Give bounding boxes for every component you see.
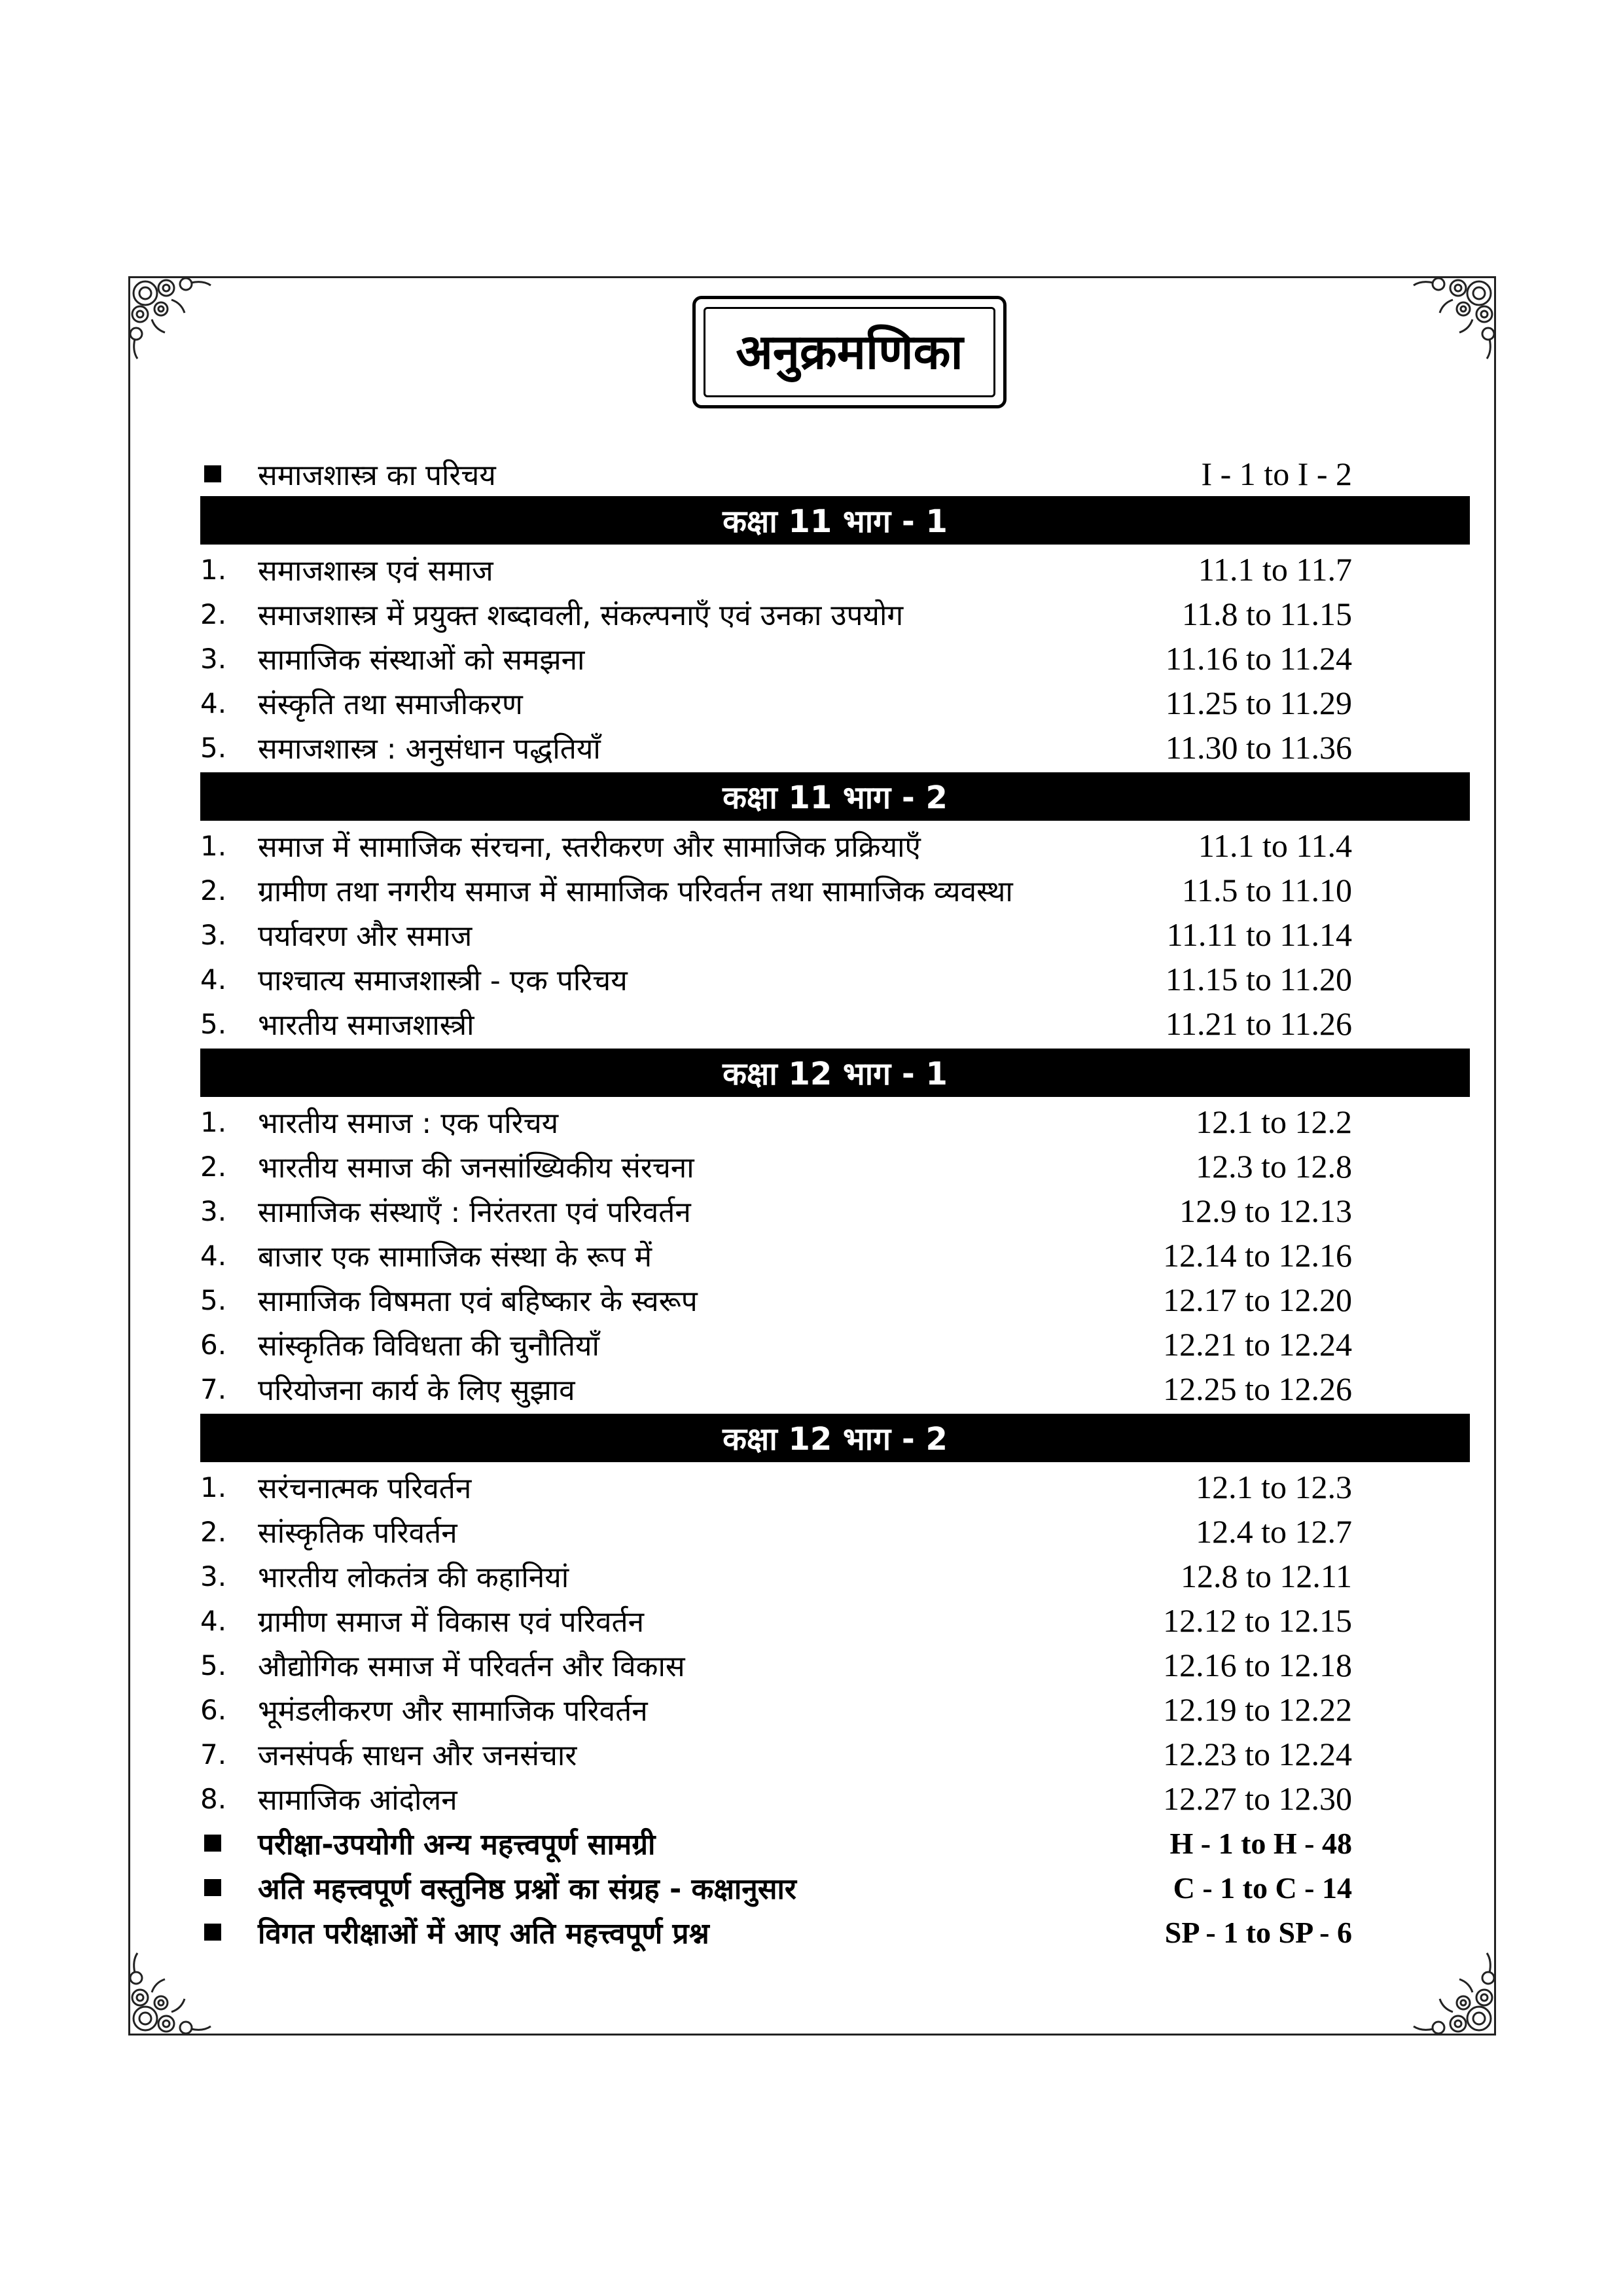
toc-item-pages: 11.8 to 11.15 [1181, 596, 1352, 632]
toc-item-pages: 12.1 to 12.3 [1196, 1469, 1352, 1505]
toc-row[interactable] [200, 681, 1470, 725]
toc-row[interactable] [200, 547, 1470, 592]
toc-item-label: बाजार एक सामाजिक संस्था के रूप में [258, 1240, 652, 1274]
section-heading: कक्षा 11 भाग - 1 [200, 496, 1470, 545]
toc-item-pages: 11.15 to 11.20 [1165, 961, 1352, 997]
toc-item-number: 2. [200, 874, 227, 906]
toc-item-number: 4. [200, 1604, 227, 1637]
toc-item-pages: 11.21 to 11.26 [1165, 1005, 1352, 1042]
toc-item-number: 1. [200, 829, 227, 862]
toc-item-label: समाजशास्त्र : अनुसंधान पद्धतियाँ [258, 732, 601, 766]
toc-row[interactable] [200, 1598, 1470, 1643]
toc-item-label: सरंचनात्मक परिवर्तन [258, 1472, 472, 1505]
square-bullet-icon [200, 1924, 258, 1941]
toc-item-label: सामाजिक विषमता एवं बहिष्कार के स्वरूप [258, 1285, 698, 1318]
toc-item-pages: 12.21 to 12.24 [1163, 1326, 1352, 1363]
toc-item-number: 5. [200, 1649, 227, 1681]
toc-item-number: 6. [200, 1328, 227, 1361]
corner-ornament-icon [1400, 1940, 1499, 2038]
toc-item-pages: 12.16 to 12.18 [1163, 1647, 1352, 1683]
title-inner-frame [704, 307, 995, 397]
toc-item-number: 2. [200, 598, 227, 630]
toc-row[interactable] [200, 1554, 1470, 1598]
toc-item-number: 2. [200, 1150, 227, 1183]
toc-item-pages: 12.3 to 12.8 [1196, 1148, 1352, 1185]
toc-row[interactable] [200, 1776, 1470, 1821]
toc-item-pages: 11.30 to 11.36 [1165, 729, 1352, 766]
toc-item-pages: 11.5 to 11.10 [1181, 872, 1352, 908]
section-heading: कक्षा 12 भाग - 1 [200, 1049, 1470, 1097]
corner-ornament-icon [126, 274, 224, 372]
toc-item-pages: 11.11 to 11.14 [1166, 916, 1352, 953]
toc-item-pages: 11.1 to 11.7 [1198, 551, 1352, 588]
toc-row[interactable] [200, 1509, 1470, 1554]
toc-item-label: परीक्षा-उपयोगी अन्य महत्त्वपूर्ण सामग्री [258, 1828, 656, 1861]
toc-extra-row[interactable] [200, 1910, 1470, 1954]
toc-item-label: सामाजिक संस्थाएँ : निरंतरता एवं परिवर्तन [258, 1196, 691, 1229]
toc-item-label: समाजशास्त्र एवं समाज [258, 554, 493, 588]
toc-item-pages: 12.9 to 12.13 [1179, 1193, 1352, 1229]
toc-row[interactable] [200, 1189, 1470, 1233]
toc-row[interactable] [200, 1322, 1470, 1367]
toc-item-number: 8. [200, 1782, 227, 1815]
toc-item-label: भारतीय समाज की जनसांख्यिकीय संरचना [258, 1151, 694, 1185]
toc-item-number: 3. [200, 918, 227, 951]
toc-item-label: सांस्कृतिक विविधता की चुनौतियाँ [258, 1329, 599, 1363]
toc-row[interactable] [200, 1233, 1470, 1278]
title-frame [692, 296, 1007, 408]
toc-item-pages: H - 1 to H - 48 [1169, 1826, 1352, 1860]
toc-item-number: 6. [200, 1693, 227, 1726]
toc-item-pages: 12.4 to 12.7 [1196, 1513, 1352, 1550]
toc-row[interactable] [200, 1100, 1470, 1144]
toc-item-pages: 12.19 to 12.22 [1163, 1691, 1352, 1728]
toc-item-number: 5. [200, 1283, 227, 1316]
toc-item-pages: 12.17 to 12.20 [1163, 1282, 1352, 1318]
toc-item-pages: 11.25 to 11.29 [1165, 685, 1352, 721]
toc-row[interactable] [200, 957, 1470, 1001]
corner-ornament-icon [1400, 274, 1499, 372]
toc-item-pages: 12.1 to 12.2 [1196, 1103, 1352, 1140]
toc-extra-row[interactable] [200, 1865, 1470, 1910]
toc-item-label: भूमंडलीकरण और सामाजिक परिवर्तन [258, 1695, 648, 1728]
toc-item-number: 7. [200, 1738, 227, 1770]
toc-row[interactable] [200, 1278, 1470, 1322]
toc-item-label: सामाजिक आंदोलन [258, 1784, 457, 1817]
toc-item-label: सांस्कृतिक परिवर्तन [258, 1516, 457, 1550]
toc-item-pages: 12.12 to 12.15 [1163, 1602, 1352, 1639]
toc-row[interactable] [200, 823, 1470, 868]
toc-item-pages: I - 1 to I - 2 [1201, 456, 1352, 492]
toc-item-label: परियोजना कार्य के लिए सुझाव [258, 1374, 575, 1407]
page-title: अनुक्रमणिका [736, 324, 963, 380]
toc-item-label: पर्यावरण और समाज [258, 920, 473, 953]
square-bullet-icon [200, 1835, 258, 1852]
toc-item-number: 4. [200, 963, 227, 996]
toc-item-label: जनसंपर्क साधन और जनसंचार [258, 1739, 577, 1772]
toc-item-label: संस्कृति तथा समाजीकरण [258, 688, 523, 721]
toc-item-number: 1. [200, 1471, 227, 1503]
square-bullet-icon [200, 465, 258, 482]
toc-row[interactable] [200, 1687, 1470, 1732]
toc-item-pages: 11.16 to 11.24 [1165, 640, 1352, 677]
toc-item-number: 7. [200, 1372, 227, 1405]
toc-item-number: 3. [200, 642, 227, 675]
toc-item-pages: 12.25 to 12.26 [1163, 1371, 1352, 1407]
toc-row[interactable] [200, 868, 1470, 912]
toc-item-label: सामाजिक संस्थाओं को समझना [258, 643, 585, 677]
section-heading: कक्षा 12 भाग - 2 [200, 1414, 1470, 1462]
toc-item-label: भारतीय समाजशास्त्री [258, 1009, 474, 1042]
toc-item-label: ग्रामीण समाज में विकास एवं परिवर्तन [258, 1605, 645, 1639]
toc-item-number: 5. [200, 1007, 227, 1040]
toc-row[interactable] [200, 725, 1470, 770]
toc-item-number: 4. [200, 1239, 227, 1272]
toc-item-label: समाजशास्त्र में प्रयुक्त शब्दावली, संकल्पनाएँ एवं उनका उपयोग [258, 599, 904, 632]
toc-item-label: भारतीय समाज : एक परिचय [258, 1107, 559, 1140]
toc-item-pages: 11.1 to 11.4 [1198, 827, 1352, 864]
toc-extra-row[interactable] [200, 1821, 1470, 1865]
toc-row[interactable] [200, 1144, 1470, 1189]
toc-item-number: 3. [200, 1560, 227, 1592]
toc-row[interactable] [200, 592, 1470, 636]
toc-item-label: ग्रामीण तथा नगरीय समाज में सामाजिक परिवर्तन तथा सामाजिक व्यवस्था [258, 875, 1013, 908]
toc-row[interactable] [200, 1465, 1470, 1509]
square-bullet-icon [200, 1879, 258, 1896]
toc-item-label: औद्योगिक समाज में परिवर्तन और विकास [258, 1650, 685, 1683]
toc-item-number: 1. [200, 1105, 227, 1138]
toc-item-number: 3. [200, 1194, 227, 1227]
toc-item-label: विगत परीक्षाओं में आए अति महत्त्वपूर्ण प्रश्न [258, 1917, 709, 1950]
toc-row[interactable] [200, 1643, 1470, 1687]
table-of-contents [200, 452, 1470, 1954]
toc-row[interactable] [200, 636, 1470, 681]
toc-item-pages: SP - 1 to SP - 6 [1164, 1915, 1352, 1949]
toc-intro-row[interactable] [200, 452, 1470, 496]
toc-item-label: अति महत्त्वपूर्ण वस्तुनिष्ठ प्रश्नों का संग्रह - कक्षानुसार [258, 1873, 796, 1906]
toc-item-number: 2. [200, 1515, 227, 1548]
toc-row[interactable] [200, 1367, 1470, 1411]
section-heading: कक्षा 11 भाग - 2 [200, 772, 1470, 821]
toc-item-pages: 12.8 to 12.11 [1180, 1558, 1352, 1594]
toc-row[interactable] [200, 1732, 1470, 1776]
toc-item-number: 5. [200, 731, 227, 764]
toc-item-pages: 12.27 to 12.30 [1163, 1780, 1352, 1817]
toc-row[interactable] [200, 1001, 1470, 1046]
toc-item-number: 1. [200, 553, 227, 586]
toc-item-label: पाश्चात्य समाजशास्त्री - एक परिचय [258, 964, 628, 997]
toc-row[interactable] [200, 912, 1470, 957]
toc-item-label: भारतीय लोकतंत्र की कहानियां [258, 1561, 569, 1594]
toc-item-number: 4. [200, 687, 227, 719]
toc-item-pages: 12.23 to 12.24 [1163, 1736, 1352, 1772]
toc-item-pages: C - 1 to C - 14 [1173, 1871, 1352, 1905]
corner-ornament-icon [126, 1940, 224, 2038]
toc-item-pages: 12.14 to 12.16 [1163, 1237, 1352, 1274]
toc-item-label: समाजशास्त्र का परिचय [258, 459, 496, 492]
toc-item-label: समाज में सामाजिक संरचना, स्तरीकरण और सामाजिक प्रक्रियाएँ [258, 831, 921, 864]
